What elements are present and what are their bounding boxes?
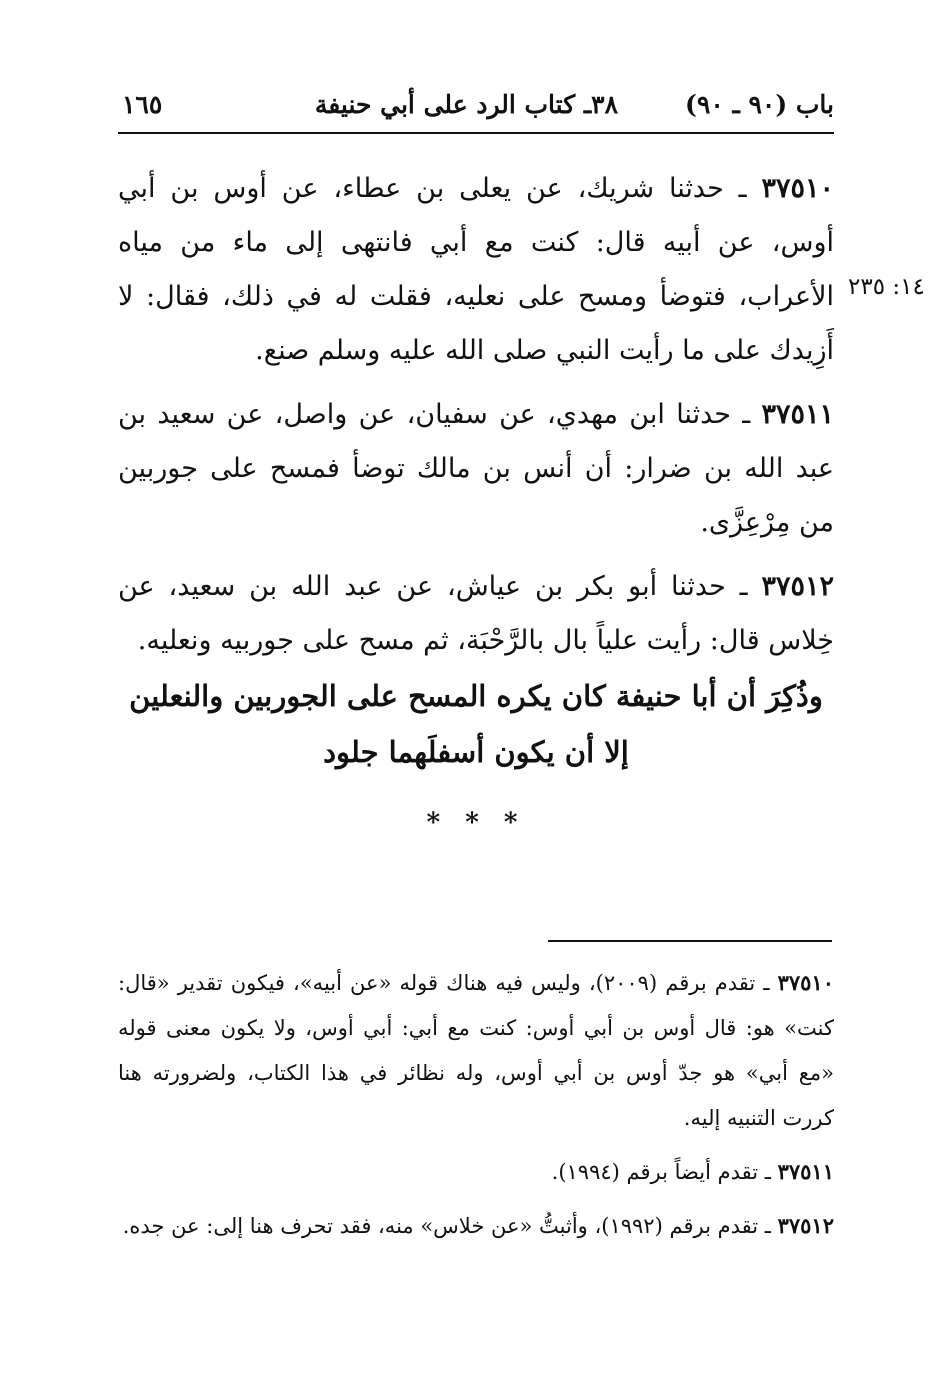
footnote-divider — [548, 940, 832, 942]
page-number: ١٦٥ — [122, 90, 163, 119]
hadith-text: ـ حدثنا شريك، عن يعلى بن عطاء، عن أوس بن أبي أوس، عن أبيه قال: كنت مع أبي فانتهى إلى ماء من مياه الأعراب، فتوضأ ومسح على نعليه، فقلت له في ذلك، فقال: لا أَزِيدك على ما رأيت النبي صلى الله عليه وسلم صنع. — [118, 173, 834, 366]
hadith-item — [118, 162, 834, 378]
footnote-number: ٣٧٥١١ — [777, 1159, 834, 1184]
footnote-list — [118, 960, 834, 1257]
footnote-text: ـ تقدم برقم (١٩٩٢)، وأثبتُّ «عن خلاس» منه، فقد تحرف هنا إلى: عن جده. — [122, 1214, 778, 1238]
margin-reference: ١٤: ٢٣٥ — [848, 274, 925, 300]
footnote-item — [118, 1203, 834, 1249]
footnote-text: ـ تقدم أيضاً برقم (١٩٩٤). — [551, 1160, 778, 1184]
hadith-text: ـ حدثنا ابن مهدي، عن سفيان، عن واصل، عن سعيد بن عبد الله بن ضرار: أن أنس بن مالك توضأ فمسح على جوربين من مِرْعِزَّى. — [118, 399, 834, 538]
footnote-item — [118, 1149, 834, 1195]
hadith-number: ٣٧٥١٠ — [761, 173, 834, 204]
footnote-number: ٣٧٥١٠ — [777, 970, 834, 995]
section-title: باب (٩٠ ـ ٩٠) — [685, 90, 834, 119]
page-header — [118, 86, 834, 126]
hadith-item — [118, 560, 834, 668]
hadith-number: ٣٧٥١٢ — [761, 571, 834, 602]
hadith-number: ٣٧٥١١ — [761, 399, 834, 430]
hadith-text: ـ حدثنا أبو بكر بن عياش، عن عبد الله بن سعيد، عن خِلاس قال: رأيت علياً بال بالرَّحْبَة، ثم مسح على جوربيه ونعليه. — [118, 571, 834, 656]
hadith-list — [118, 162, 834, 678]
footnote-number: ٣٧٥١٢ — [777, 1213, 834, 1238]
section-separator: * * * — [426, 808, 526, 838]
book-title: ٣٨ـ كتاب الرد على أبي حنيفة — [314, 90, 618, 119]
hadith-item — [118, 388, 834, 550]
footnote-text: ـ تقدم برقم (٢٠٠٩)، وليس فيه هناك قوله «عن أبيه»، فيكون تقدير «قال: كنت» هو: قال أوس بن أبي أوس: كنت مع أبي: أبي أوس، ولا يكون معنى قوله «مع أبي» هو جدّ أوس بن أبي أوس، وله نظائر في هذا الكتاب، ولضرورته هنا كررت التنبيه إليه. — [118, 971, 834, 1130]
header-divider — [118, 132, 834, 134]
chapter-heading: وذُكِرَ أن أبا حنيفة كان يكره المسح على الجوربين والنعلين إلا أن يكون أسفلَهما جلود — [129, 679, 823, 769]
footnote-item — [118, 960, 834, 1141]
